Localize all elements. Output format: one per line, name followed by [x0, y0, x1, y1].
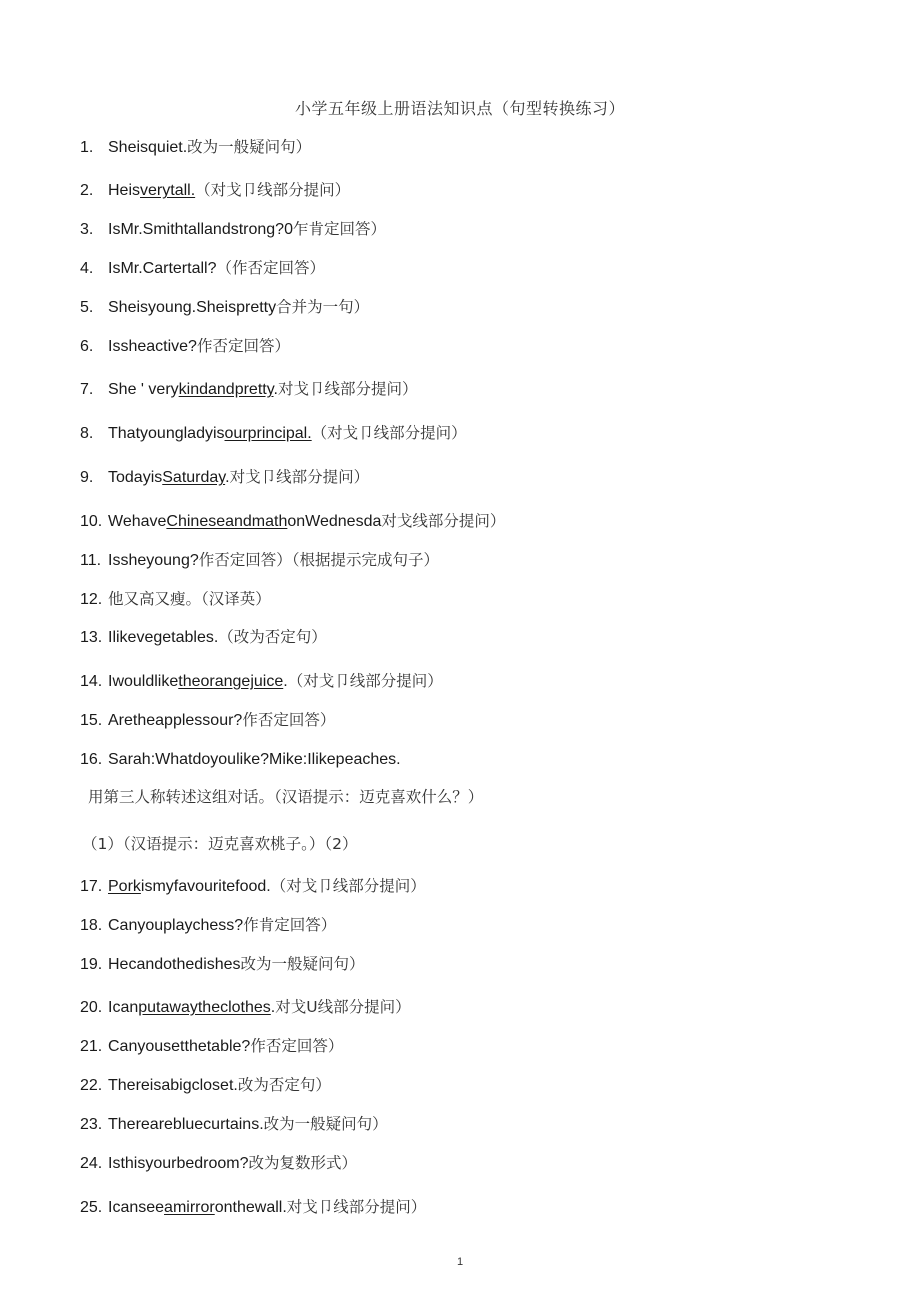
item-english: Thatyoungladyis: [108, 425, 225, 442]
item-english-tail: .: [225, 469, 230, 486]
item-english: Issheyoung?: [108, 552, 199, 569]
item-instruction: 作否定回答）: [250, 1037, 344, 1055]
item-number: 24.: [80, 1155, 103, 1172]
exercise-item: [80, 915, 336, 936]
item-english: IsMr.Cartertall?: [108, 260, 217, 277]
item-underlined: Chineseandmath: [166, 513, 288, 530]
item-number: 21.: [80, 1038, 103, 1055]
item-english-tail: onWednesda: [287, 513, 382, 530]
item-english: Therearebluecurtains.: [108, 1116, 264, 1133]
exercise-item: [80, 1075, 331, 1096]
item-english: Sheisyoung.Sheispretty: [108, 299, 277, 316]
item-number: 10.: [80, 513, 103, 530]
exercise-item: [80, 550, 439, 571]
item-english-tail: .: [283, 673, 288, 690]
item-english: Iwouldlike: [108, 673, 179, 690]
item-english: Sarah:Whatdoyoulike?Mike:Ilikepeaches.: [108, 751, 401, 768]
exercise-item: [80, 180, 350, 201]
item-number: 7.: [80, 381, 94, 398]
exercise-item: [80, 750, 401, 770]
item-number: 15.: [80, 712, 103, 729]
item-english-tail: ismyfavouritefood.: [140, 878, 271, 895]
item-number: 6.: [80, 338, 94, 355]
exercise-item: [80, 627, 327, 648]
item-instruction: 乍肯定回答）: [292, 220, 386, 238]
page-number: 1: [456, 1256, 464, 1268]
item-instruction: 作肯定回答）: [243, 916, 337, 934]
item-number: 20.: [80, 999, 103, 1016]
exercise-item: [80, 511, 505, 532]
item-instruction: 改为否定句）: [237, 1076, 331, 1094]
item-number: 3.: [80, 221, 94, 238]
item-english: Wehave: [108, 513, 167, 530]
item-number: 17.: [80, 878, 103, 895]
item-english-tail: .: [273, 381, 278, 398]
page-title: 小学五年级上册语法知识点（句型转换练习）: [294, 99, 625, 118]
item-english: Hecandothedishes: [108, 956, 241, 973]
exercise-item: [80, 219, 386, 240]
item-number: 23.: [80, 1116, 103, 1133]
item-english: Heis: [108, 182, 141, 199]
item-english-tail: .: [270, 999, 276, 1016]
item-number: 25.: [80, 1199, 103, 1216]
exercise-item: [80, 876, 426, 897]
item-english-tail: onthewall.: [214, 1199, 287, 1216]
item-instruction: 对戈U线部分提问）: [275, 998, 411, 1016]
exercise-item: [80, 467, 369, 488]
item-english: Issheactive?: [108, 338, 197, 355]
item-instruction: （对戈卩线部分提问）: [287, 672, 443, 690]
item-16-answer-hint: （1）（汉语提示：迈克喜欢桃子。）（2）: [82, 835, 358, 853]
item-instruction: （作否定回答）: [216, 259, 325, 277]
exercise-item: [80, 137, 311, 158]
item-number: 19.: [80, 956, 103, 973]
exercise-item: [80, 336, 290, 357]
item-english: Icansee: [108, 1199, 165, 1216]
item-instruction: 合并为一句）: [276, 298, 370, 316]
item-english: Sheisquiet.: [108, 139, 188, 156]
item-english: Ilikevegetables.: [108, 629, 219, 646]
item-english: Canyouplaychess?: [108, 917, 244, 934]
item-instruction: 改为一般疑问句）: [263, 1115, 388, 1133]
item-instruction: 改为复数形式）: [248, 1154, 358, 1172]
exercise-item: [80, 1114, 388, 1135]
exercise-item: [80, 589, 271, 610]
item-underlined: Pork: [108, 878, 141, 895]
item-instruction: 作否定回答）: [242, 711, 336, 729]
item-instruction: 对戈卩线部分提问）: [286, 1198, 427, 1216]
item-number: 5.: [80, 299, 94, 316]
item-number: 2.: [80, 182, 94, 199]
item-underlined: theorangejuice: [178, 673, 284, 690]
item-english: She ' very: [108, 381, 179, 398]
exercise-item: [80, 1153, 357, 1174]
item-instruction: （对戈卩线部分提问）: [270, 877, 426, 895]
item-instruction: 作否定回答）（根据提示完成句子）: [198, 551, 439, 569]
item-number: 8.: [80, 425, 94, 442]
item-number: 1.: [80, 139, 94, 156]
item-english: Isthisyourbedroom?: [108, 1155, 249, 1172]
item-number: 18.: [80, 917, 103, 934]
item-instruction: 对戈卩线部分提问）: [277, 380, 418, 398]
exercise-item: [80, 1197, 426, 1218]
item-underlined: putawaytheclothes: [138, 999, 271, 1016]
item-number: 9.: [80, 469, 94, 486]
item-underlined: kindandpretty: [178, 381, 274, 398]
item-instruction: （对戈卩线部分提问）: [195, 181, 351, 199]
item-number: 4.: [80, 260, 94, 277]
exercise-item: [80, 258, 325, 279]
item-instruction: 改为一般疑问句）: [240, 955, 365, 973]
item-english: Todayis: [108, 469, 163, 486]
item-instruction: 改为一般疑问句）: [187, 138, 312, 156]
exercise-item: [80, 997, 411, 1018]
item-instruction: （对戈卩线部分提问）: [311, 424, 467, 442]
exercise-item: [80, 297, 369, 318]
item-number: 16.: [80, 751, 103, 768]
item-english: Canyousetthetable?: [108, 1038, 251, 1055]
item-instruction: 对戈线部分提问）: [381, 512, 506, 530]
exercise-item: [80, 1036, 343, 1057]
item-underlined: Saturday: [162, 469, 226, 486]
exercise-item: [80, 710, 335, 731]
item-instruction: 他又高又瘦。（汉译英）: [108, 590, 271, 608]
item-number: 12.: [80, 591, 103, 608]
exercise-item: [80, 423, 467, 444]
exercise-item: [80, 671, 443, 692]
item-number: 11.: [80, 552, 102, 569]
item-instruction: （改为否定句）: [218, 628, 327, 646]
exercise-item: [80, 379, 417, 400]
item-16-instruction: 用第三人称转述这组对话。（汉语提示：迈克喜欢什么？）: [88, 788, 484, 806]
item-english: IsMr.Smithtallandstrong?0: [108, 221, 293, 238]
item-number: 14.: [80, 673, 103, 690]
item-instruction: 作否定回答）: [196, 337, 290, 355]
item-instruction: 对戈卩线部分提问）: [229, 468, 370, 486]
item-english: Thereisabigcloset.: [108, 1077, 238, 1094]
item-number: 22.: [80, 1077, 103, 1094]
item-english: Ican: [108, 999, 139, 1016]
item-english: Aretheapplessour?: [108, 712, 243, 729]
item-underlined: ourprincipal.: [224, 425, 312, 442]
exercise-item: [80, 954, 365, 975]
item-number: 13.: [80, 629, 103, 646]
item-underlined: verytall.: [140, 182, 196, 199]
item-underlined: amirror: [164, 1199, 215, 1216]
